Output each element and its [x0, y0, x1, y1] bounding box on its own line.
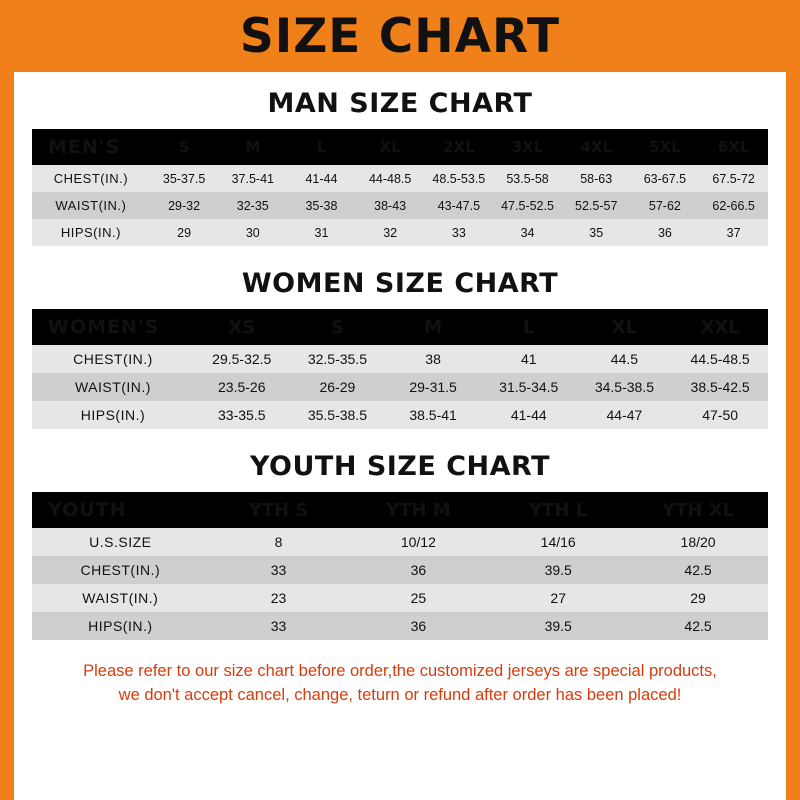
- table-cell: 38.5-42.5: [690, 379, 750, 395]
- table-cell: 41-44: [305, 171, 338, 186]
- table-cell: 44-47: [606, 407, 643, 423]
- table-cell: 42.5: [684, 562, 712, 578]
- women-section-title: WOMEN SIZE CHART: [241, 268, 559, 299]
- table-cell: 38.5-41: [409, 407, 457, 423]
- table-row: [32, 584, 768, 612]
- table-cell: 44.5: [610, 351, 639, 367]
- table-cell: 36: [410, 562, 427, 578]
- table-cell: 33: [270, 618, 287, 634]
- row-label: CHEST(IN.): [80, 562, 161, 578]
- table-cell: 43-47.5: [437, 198, 481, 213]
- table-cell: 41: [520, 351, 537, 367]
- table-header-cell: 3XL: [511, 138, 544, 156]
- row-label: HIPS(IN.): [60, 225, 121, 240]
- row-label: WAIST(IN.): [74, 379, 151, 395]
- table-header-cell: 5XL: [649, 138, 681, 156]
- table-header-cell: XXL: [700, 316, 740, 338]
- content: [14, 88, 786, 708]
- table-cell: 36: [657, 225, 672, 240]
- table-cell: 31: [314, 225, 329, 240]
- table-cell: 33: [270, 562, 287, 578]
- table-cell: 35: [589, 225, 604, 240]
- table-cell: 26-29: [319, 379, 356, 395]
- table-cell: 27: [550, 590, 566, 606]
- row-label: WAIST(IN.): [55, 198, 127, 213]
- table-cell: 23.5-26: [218, 379, 266, 395]
- table-header-cell: M: [245, 138, 261, 156]
- table-cell: 62-66.5: [712, 198, 755, 213]
- table-header-cell: 2XL: [443, 138, 475, 156]
- table-header-cell: XL: [611, 316, 638, 338]
- table-cell: 31.5-34.5: [499, 379, 559, 395]
- table-header-cell: YTH M: [386, 499, 451, 521]
- row-label: U.S.SIZE: [89, 534, 152, 550]
- table-cell: 58-63: [580, 171, 613, 186]
- table-cell: 53.5-58: [506, 171, 549, 186]
- table-cell: 47.5-52.5: [501, 198, 554, 213]
- row-label: WAIST(IN.): [82, 590, 159, 606]
- note-line-1: Please refer to our size chart before order,the customized jerseys are special products,: [83, 662, 717, 680]
- youth-size-table: [32, 492, 768, 640]
- table-cell: 33: [451, 225, 466, 240]
- table-row: [32, 373, 768, 401]
- table-cell: 37: [726, 225, 741, 240]
- table-header-cell: YTH L: [529, 499, 588, 521]
- row-label: HIPS(IN.): [88, 618, 153, 634]
- table-cell: 35-37.5: [162, 171, 206, 186]
- table-cell: 41-44: [510, 407, 547, 423]
- row-label: CHEST(IN.): [73, 351, 153, 367]
- table-cell: 29-31.5: [409, 379, 457, 395]
- table-cell: 63-67.5: [643, 171, 687, 186]
- table-header-row: [32, 309, 768, 345]
- table-cell: 33-35.5: [218, 407, 266, 423]
- table-cell: 57-62: [648, 198, 681, 213]
- table-header-cell: L: [523, 316, 535, 338]
- table-cell: 14/16: [540, 534, 576, 550]
- table-cell: 39.5: [544, 562, 572, 578]
- table-header-cell: 6XL: [717, 138, 750, 156]
- table-header-cell: S: [178, 138, 190, 156]
- table-cell: 35.5-38.5: [307, 407, 367, 423]
- table-header-cell: XL: [379, 138, 401, 156]
- table-cell: 34: [520, 225, 535, 240]
- table-cell: 32.5-35.5: [307, 351, 367, 367]
- table-cell: 29-32: [168, 198, 201, 213]
- table-header-corner: WOMEN'S: [48, 316, 160, 338]
- table-cell: 37.5-41: [231, 171, 274, 186]
- note-line-2: we don't accept cancel, change, teturn or refund after order has been placed!: [118, 685, 682, 704]
- table-header-cell: S: [330, 316, 344, 338]
- table-cell: 25: [410, 590, 427, 606]
- table-cell: 38: [425, 351, 441, 367]
- page-title: SIZE CHART: [239, 8, 561, 64]
- table-cell: 38-43: [374, 198, 407, 213]
- table-row: [32, 528, 768, 556]
- table-header-cell: 4XL: [580, 138, 612, 156]
- table-header-row: [32, 129, 768, 165]
- table-cell: 36: [410, 618, 427, 634]
- row-label: HIPS(IN.): [80, 407, 146, 423]
- table-header-cell: XS: [228, 316, 256, 338]
- man-section-title: MAN SIZE CHART: [267, 88, 533, 119]
- table-row: [32, 345, 768, 373]
- table-cell: 47-50: [702, 407, 739, 423]
- table-header-cell: M: [424, 316, 443, 338]
- women-size-table: [32, 309, 768, 429]
- table-cell: 30: [245, 225, 260, 240]
- youth-section-title: YOUTH SIZE CHART: [249, 451, 551, 482]
- table-cell: 18/20: [680, 534, 716, 550]
- table-row: [32, 612, 768, 640]
- table-row: [32, 219, 768, 246]
- table-cell: 32: [383, 225, 398, 240]
- table-row: [32, 556, 768, 584]
- table-cell: 29.5-32.5: [212, 351, 272, 367]
- table-cell: 8: [274, 534, 283, 550]
- table-header-cell: L: [316, 138, 327, 156]
- table-cell: 23: [270, 590, 287, 606]
- table-cell: 44-48.5: [368, 171, 412, 186]
- table-cell: 39.5: [544, 618, 572, 634]
- table-cell: 10/12: [400, 534, 436, 550]
- table-cell: 42.5: [684, 618, 712, 634]
- page-banner: [0, 0, 800, 72]
- table-cell: 34.5-38.5: [594, 379, 655, 395]
- table-cell: 35-38: [305, 198, 338, 213]
- man-size-table: [32, 129, 768, 246]
- table-cell: 29: [177, 225, 192, 240]
- table-cell: 48.5-53.5: [432, 171, 486, 186]
- table-cell: 67.5-72: [712, 171, 755, 186]
- table-row: [32, 401, 768, 429]
- table-row: [32, 165, 768, 192]
- table-header-row: [32, 492, 768, 528]
- table-header-corner: YOUTH: [48, 499, 127, 521]
- table-header-cell: YTH S: [248, 499, 309, 521]
- table-cell: 52.5-57: [575, 198, 618, 213]
- table-header-corner: MEN'S: [48, 136, 121, 158]
- table-row: [32, 192, 768, 219]
- table-cell: 29: [690, 590, 706, 606]
- table-header-cell: YTH XL: [662, 499, 735, 521]
- table-cell: 44.5-48.5: [690, 351, 750, 367]
- order-policy-note: [40, 660, 760, 708]
- row-label: CHEST(IN.): [53, 171, 129, 186]
- table-cell: 32-35: [236, 198, 269, 213]
